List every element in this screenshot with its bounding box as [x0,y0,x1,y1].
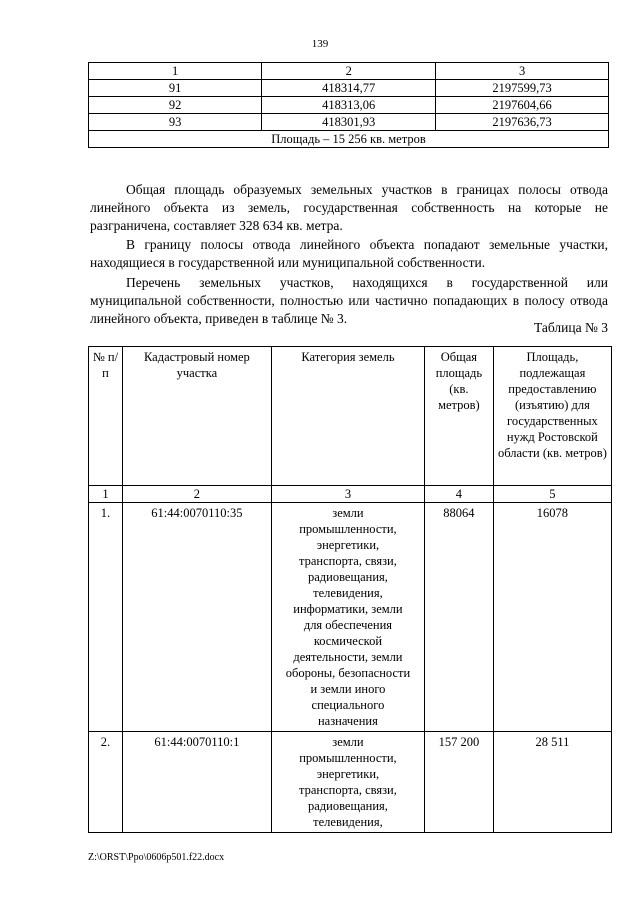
row-number: 2. [89,732,123,833]
paragraph-total-area: Общая площадь образуемых земельных участков в границах полосы отвода линейного объекта из земель, государственная собственность на которые не разграничена, составляет 328 634 кв. метра. [90,182,608,233]
cadastral-number: 61:44:0070110:35 [122,503,271,732]
header-number: № п/п [89,347,123,486]
coord-y: 2197636,73 [436,114,609,131]
point-number: 93 [89,114,262,131]
row-number: 1. [89,503,123,732]
paragraph-list: Перечень земельных участков, находящихся в государственной или муниципальной собственности, полностью или частично попадающих в полосу отвода линейного объекта, приведен в таблице № 3. [90,275,608,326]
cadastral-number: 61:44:0070110:1 [122,732,271,833]
col-number: 4 [424,486,493,503]
header-seized-area: Площадь, подлежащая предоставлению (изъятию) для государственных нужд Ростовской области (кв. метров) [493,347,611,486]
col-number: 1 [89,486,123,503]
table-row [89,80,609,97]
area-total: Площадь – 15 256 кв. метров [89,131,609,148]
table-row [89,503,612,732]
land-plots-table [88,346,612,833]
coord-y: 2197604,66 [436,97,609,114]
coord-col-1-header: 1 [89,63,262,80]
area-row [89,131,609,148]
header-total-area: Общая площадь (кв. метров) [424,347,493,486]
coord-col-2-header: 2 [262,63,436,80]
total-area: 157 200 [424,732,493,833]
file-path-footer: Z:\ORST\Ppo\0606p501.f22.docx [88,852,225,863]
land-category: земли промышленности, энергетики, транспорта, связи, радиовещания, телевидения, [271,732,424,833]
land-category: земли промышленности, энергетики, транспорта, связи, радиовещания, телевидения, информатики, земли для обеспечения космической деятельности, земли обороны, безопасности и земли иного специального назначения [271,503,424,732]
column-numbers-row [89,486,612,503]
coordinates-table [88,62,609,148]
seized-area: 16078 [493,503,611,732]
seized-area: 28 511 [493,732,611,833]
point-number: 91 [89,80,262,97]
coordinates-header-row [89,63,609,80]
land-table-header-row [89,347,612,486]
table-row [89,97,609,114]
table-row [89,114,609,131]
total-area: 88064 [424,503,493,732]
coord-x: 418314,77 [262,80,436,97]
col-number: 3 [271,486,424,503]
col-number: 5 [493,486,611,503]
table-row [89,732,612,833]
coord-col-3-header: 3 [436,63,609,80]
col-number: 2 [122,486,271,503]
header-cadastral: Кадастровый номер участка [122,347,271,486]
coord-x: 418301,93 [262,114,436,131]
header-category: Категория земель [271,347,424,486]
page-number: 139 [311,38,329,50]
point-number: 92 [89,97,262,114]
paragraph-boundary: В границу полосы отвода линейного объекта попадают земельные участки, находящиеся в государственной или муниципальной собственности. [90,237,608,270]
coord-y: 2197599,73 [436,80,609,97]
coord-x: 418313,06 [262,97,436,114]
table-caption: Таблица № 3 [534,320,608,335]
